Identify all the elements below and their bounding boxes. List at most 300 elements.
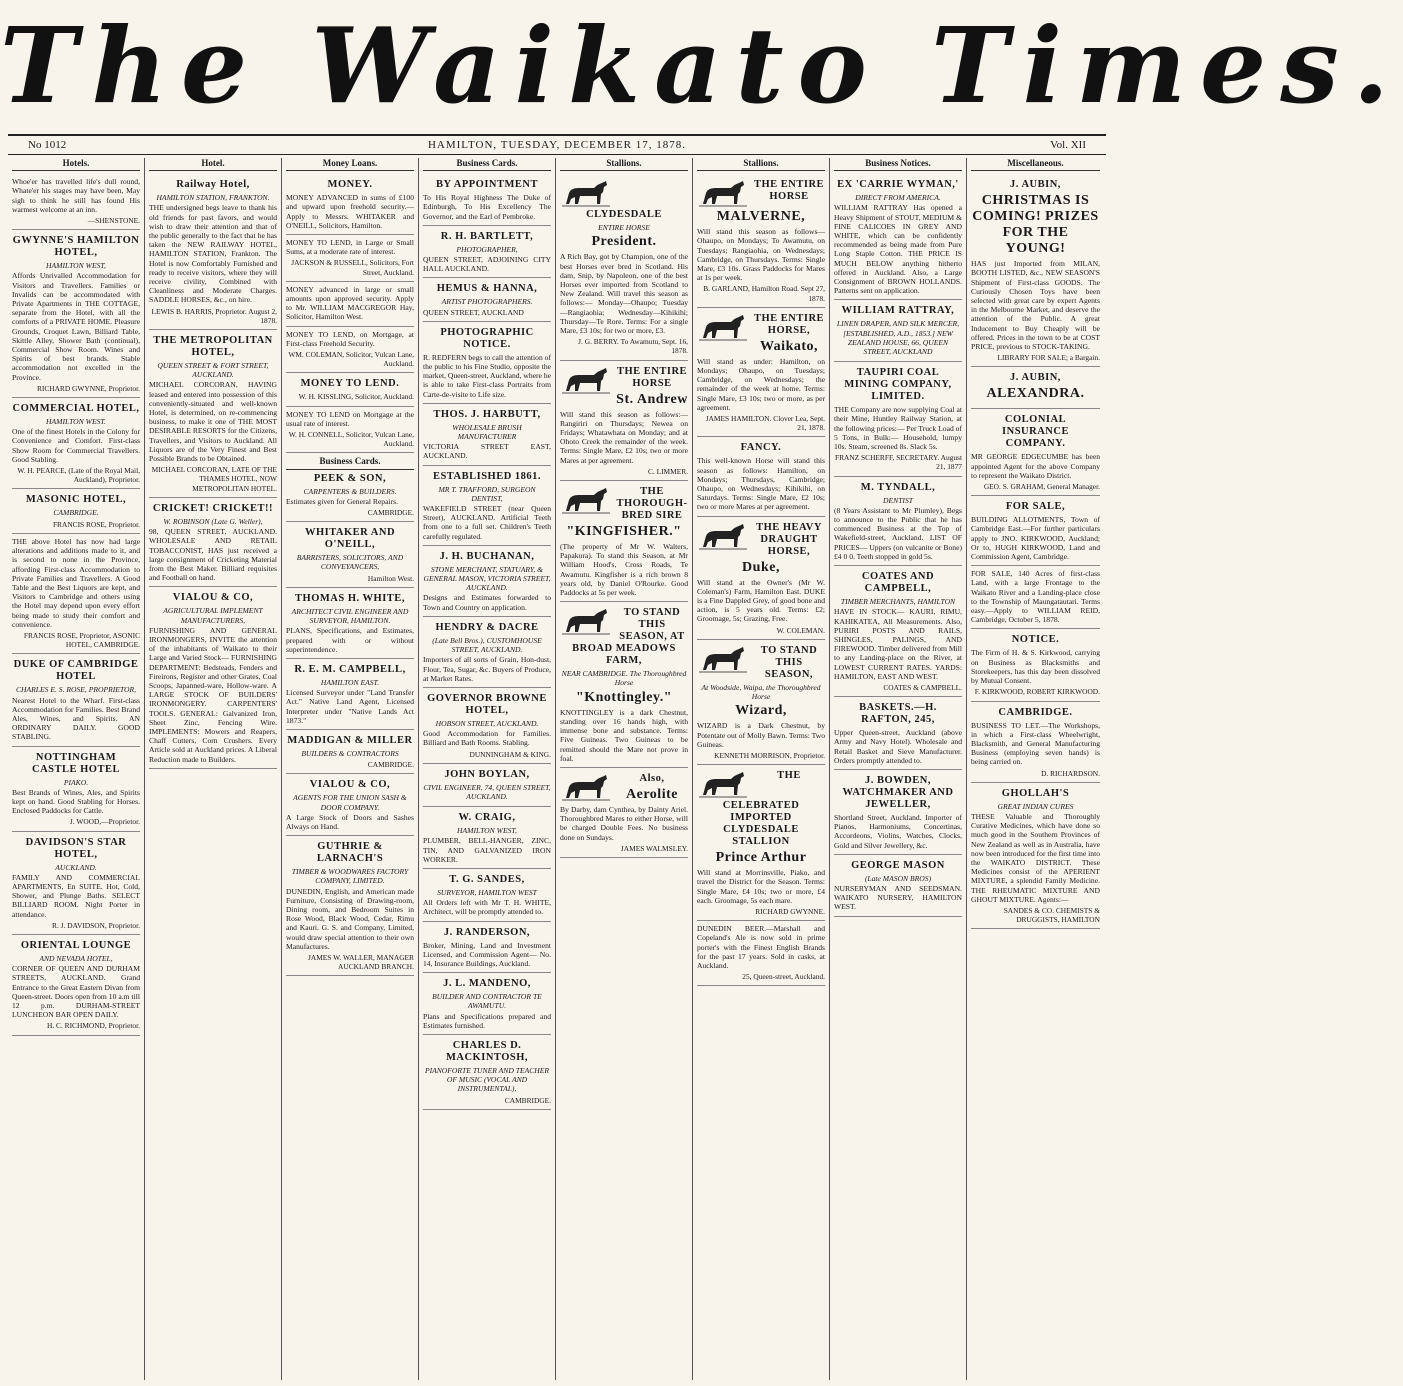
ad-title: PHOTOGRAPHIC NOTICE. xyxy=(440,326,534,350)
ad-signature: W. H. CONNELL, Solicitor, Vulcan Lane, Auckland. xyxy=(288,430,414,449)
ad-signature: B. GARLAND, Hamilton Road. Sept 27, 1878. xyxy=(703,284,825,303)
ad-signature: 25, Queen-street, Auckland. xyxy=(742,972,825,982)
advertisement xyxy=(834,362,962,476)
ad-body: This well-known Horse will stand this season as follows: Hamilton, on Mondays; Thursdays, Cambridge; Ohaupo, on Wednesdays; Kihikihi, on Saturdays. Terms: Single Mare, £2 10s; two or more Mares at per agreement. xyxy=(697,456,825,512)
ad-signature: J. G. BERRY. To Awamutu, Sept. 16, 1878. xyxy=(578,337,688,356)
ad-title: DAVIDSON'S STAR HOTEL, xyxy=(25,836,127,860)
advertisement xyxy=(971,496,1100,566)
columns-container xyxy=(8,158,1106,1380)
ad-title: GUTHRIE & LARNACH'S xyxy=(316,841,384,865)
ad-title: VIALOU & CO, xyxy=(172,592,254,604)
ad-body: To His Royal Highness The Duke of Edinburgh, To His Excellency The Governor, and the Earl of Pembroke. xyxy=(423,193,551,221)
ad-title: WILLIAM RATTRAY, xyxy=(841,305,955,317)
ad-body: All Orders left with Mr T. H. WHITE, Architect, will be promptly attended to. xyxy=(423,898,551,917)
column-3 xyxy=(282,158,419,1380)
ad-title: JOHN BOYLAN, xyxy=(444,768,530,780)
advertisement xyxy=(834,477,962,566)
advertisement xyxy=(423,226,551,279)
ad-title: Railway Hotel, xyxy=(176,179,250,191)
advertisement xyxy=(697,640,825,765)
ad-signature: FRANCIS ROSE, Proprietor. xyxy=(52,519,140,529)
advertisement xyxy=(834,855,962,917)
ad-title: HENDRY & DACRE xyxy=(435,621,539,633)
ad-title: MASONIC HOTEL, xyxy=(25,494,127,506)
ad-body: Shortland Street, Auckland. Importer of Pianos, Harmoniums, Concertinas, Accordeons, Violins, Watches, Clocks, Gold and Silver Jewellery, &c. xyxy=(834,812,962,850)
ad-subtitle: HAMILTON EAST. xyxy=(320,677,380,687)
ad-title: CHARLES D. MACKINTOSH, xyxy=(445,1039,529,1063)
ad-subtitle: HAMILTON WEST, xyxy=(457,826,517,836)
ad-title: COATES AND CAMPBELL, xyxy=(861,571,935,595)
advertisement xyxy=(697,765,825,921)
ad-title: GOVERNOR BROWNE HOTEL, xyxy=(427,692,547,716)
ad-subtitle: BUILDERS & CONTRACTORS xyxy=(301,748,399,758)
column-1 xyxy=(8,158,145,1380)
ad-feature-name: Waikato, xyxy=(759,338,819,354)
advertisement xyxy=(286,407,414,454)
ad-title: PEEK & SON, xyxy=(313,472,387,484)
advertisement xyxy=(423,404,551,466)
ad-subtitle: ARCHITECT CIVIL ENGINEER AND SURVEYOR, HAMILTON. xyxy=(291,606,409,626)
ad-body: KNOTTINGLEY is a dark Chestnut, standing over 16 hands high, with immense bone and substance. Terms: Five Guineas. Two Guineas to be remitted should the Mare not prove in foal. xyxy=(560,707,688,763)
horse-illustration-icon xyxy=(560,772,612,802)
ad-title: THE CELEBRATED IMPORTED CLYDESDALE STALLION xyxy=(722,770,801,848)
ad-subtitle: HAMILTON STATION, FRANKTON. xyxy=(156,193,270,203)
advertisement xyxy=(286,235,414,282)
horse-illustration-icon xyxy=(697,521,749,551)
ad-subtitle: PIANOFORTE TUNER AND TEACHER OF MUSIC (VOCAL AND INSTRUMENTAL), xyxy=(424,1065,550,1094)
ad-subtitle: AGENTS FOR THE UNION SASH & DOOR COMPANY. xyxy=(293,793,407,812)
ad-subtitle: PIAKO. xyxy=(63,777,89,787)
ad-title: MONEY TO LEND. xyxy=(300,378,400,390)
ad-signature: R. J. DAVIDSON, Proprietor. xyxy=(52,920,140,930)
ad-body: PLANS, Specifications, and Estimates, prepared with or without superintendence. xyxy=(286,626,414,654)
horse-illustration-icon xyxy=(560,606,612,636)
ad-body: Broker, Mining, Land and Investment Licensed, and Commission Agent— No. 14, Insurance Buildings, Auckland. xyxy=(423,940,551,968)
advertisement xyxy=(149,174,277,330)
ad-body: MONEY ADVANCED in sums of £100 and upward upon freehold security.—Apply to Messrs. WHITAKER and O'NEILL, Solicitors, Hamilton. xyxy=(286,193,414,230)
ad-body: R. REDFERN begs to call the attention of the public to his Fine Studio, opposite the market, Queen-street, Auckland, where he is able to take First-class Portraits from Carte-de-visite to Life size. xyxy=(423,352,551,399)
ad-subtitle: SURVEYOR, HAMILTON WEST xyxy=(437,887,537,897)
advertisement xyxy=(149,587,277,768)
advertisement xyxy=(697,174,825,308)
ad-feature-name: MALVERNE, xyxy=(716,209,806,225)
column-heading: Business Cards. xyxy=(423,158,551,171)
ad-body: VICTORIA STREET EAST, AUCKLAND. xyxy=(423,442,551,461)
ad-signature: COATES & CAMPBELL. xyxy=(883,682,962,692)
ad-signature: KENNETH MORRISON, Proprietor. xyxy=(714,750,825,760)
ad-title: FOR SALE, xyxy=(1005,501,1066,513)
ad-subtitle: AND NEVADA HOTEL, xyxy=(39,953,113,963)
ad-body: Will stand at the Owner's (Mr W. Coleman's) Farm, Hamilton East. DUKE is a Fine Dappled Grey, of good bone and action, is 5 years old. Terms: £2; Groomage, 5s; Grazing, Free. xyxy=(697,577,825,624)
horse-illustration-icon xyxy=(697,769,749,799)
ad-title: BY APPOINTMENT xyxy=(436,179,538,191)
ad-body: MICHAEL CORCORAN, HAVING leased and entered into possession of this conveniently-situated and well-known Hotel, is determined, on re-commencing business, to make it one of THE MOST DESIRABLE RESORTS for the Citizens, Travellers, and Visitors to Auckland. All Liquors are of the Very Finest and Best Possible Brands to be Obtained. xyxy=(149,380,277,464)
ad-signature: WM. COLEMAN, Solicitor, Vulcan Lane, Auckland. xyxy=(288,350,414,369)
ad-title: BASKETS.—H. RAFTON, 245, xyxy=(859,702,937,726)
advertisement xyxy=(12,489,140,533)
advertisement xyxy=(971,783,1100,930)
ad-signature: W. COLEMAN. xyxy=(776,625,825,635)
ad-signature: CAMBRIDGE. xyxy=(367,760,414,770)
ad-title: FANCY. xyxy=(740,442,782,454)
ad-body: Good Accommodation for Families. Billiard and Bath Rooms. Stabling. xyxy=(423,729,551,748)
ad-subtitle: GREAT INDIAN CURES xyxy=(997,801,1074,811)
ad-feature-name: Aerolite xyxy=(626,786,678,802)
ad-feature-name: President. xyxy=(591,234,657,250)
advertisement xyxy=(834,770,962,855)
ad-title: COMMERCIAL HOTEL, xyxy=(12,403,140,415)
ad-body: Will stand this season as follows:— Rangiriri on Thursdays; Newea on Fridays; Whatawhata on Monday; and at Ohoto Creek the remainder of the week. Terms: Single Mare, £2 10s; two or more Mares at per agreement. xyxy=(560,409,688,465)
ad-body: Importers of all sorts of Grain, Hon-dust, Flour, Tea, Sugar, &c. Buyers of Produce, at Market Rates. xyxy=(423,655,551,683)
ad-body: Will stand this season as follows— Ohaupo, on Mondays; To Awamutu, on Tuesdays; Rangiaohia, on Wednesdays; Cambridge, on Thursdays. Terms: Single Mare, £3 10s. Grass Paddocks for Mares at 1s per week. xyxy=(697,227,825,283)
advertisement xyxy=(971,566,1100,629)
ad-body: By Darby, dam Cynthea, by Dainty Ariel. Thoroughbred Mares to either Horse, will be charged Double Fees. No business done on Sundays. xyxy=(560,804,688,842)
ad-body: THESE Valuable and Thoroughly Curative Medicines, which have done so much good in the Southern Provinces of New Zealand as well as in Australia, have now been introduced for the first time into the WAIKATO DISTRICT. These Medicines consist of the APERIENT MIXTURE, a splendid Family Medicine. THE RHEUMATIC MIXTURE AND GHOUT MIXTURE. Agents:— xyxy=(971,811,1100,904)
ad-title: J. L. MANDENO, xyxy=(443,978,531,990)
ad-body: BUILDING ALLOTMENTS, Town of Cambridge East.—For further particulars apply to JNO. KIRKWOOD, Auckland; Or to, HUGH KIRKWOOD, Land and Commission Agent, Cambridge. xyxy=(971,515,1100,562)
advertisement xyxy=(834,174,962,300)
ad-body: HAS just Imported from MILAN, BOOTH LISTED, &c., NEW SEASON'S Shipment of First-class GOODS. The Curiously Chosen Toys have been selected with great care by expert Agents in the Melbourne Market, and deserve the attention of the Public. A great Inducement to Buy Cheaply will be offered. Prices in the town to be at COST PRICE, previous to STOCK-TAKING. xyxy=(971,259,1100,352)
ad-body: THE Company are now supplying Coal at their Mine, Huntley Railway Station, at the following prices:— Per Truck Load of 5 Tons, in Bulk:— Household, lumpy 10s. Steam, screened 8s. Slack 5s. xyxy=(834,405,962,452)
advertisement xyxy=(423,174,551,226)
ad-subtitle: AGRICULTURAL IMPLEMENT MANUFACTURERS, xyxy=(163,606,263,625)
ad-body: Will stand as under: Hamilton, on Mondays; Ohaupo, on Tuesdays; Cambridge, on Wednesdays; the remainder of the week at home. Terms: Single Mare, £3 10s; two or more, as per agreement. xyxy=(697,356,825,412)
column-8 xyxy=(967,158,1104,1380)
ad-title: VIALOU & CO, xyxy=(309,779,391,791)
advertisement xyxy=(834,566,962,697)
ad-title: Also, xyxy=(639,772,665,784)
ad-signature: JACKSON & RUSSELL, Solicitors, Fort Street, Auckland. xyxy=(291,258,414,277)
ad-subtitle: TIMBER MERCHANTS, HAMILTON xyxy=(840,597,956,607)
ad-body: QUEEN STREET, AUCKLAND xyxy=(423,307,524,317)
ad-signature: GEO. S. GRAHAM, General Manager. xyxy=(983,482,1100,492)
ad-signature: W. H. KISSLING, Solicitor, Auckland. xyxy=(298,392,414,402)
ad-subtitle: STONE MERCHANT, STATUARY, & GENERAL MASON, VICTORIA STREET, AUCKLAND. xyxy=(423,564,551,593)
ad-title: THE ENTIRE HORSE xyxy=(753,179,825,203)
ad-title: CAMBRIDGE. xyxy=(998,706,1073,718)
ad-subtitle: DENTIST xyxy=(883,495,913,505)
ad-subtitle: At Woodside, Waipa, the Thoroughbred Horse xyxy=(701,682,821,702)
ad-body: Upper Queen-street, Auckland (above Army and Navy Hotel). Wholesale and Retail Basket and Sieve Manufacturer. Orders promptly attended to. xyxy=(834,728,962,765)
ad-signature: LIBRARY FOR SALE; a Bargain. xyxy=(997,353,1100,363)
ad-body: Licensed Surveyor under "Land Transfer Act." Native Land Agent, Licensed Interpreter under "Native Lands Act 1873." xyxy=(286,688,414,725)
ad-title: THE METROPOLITAN HOTEL, xyxy=(153,335,273,359)
ad-title: J. H. BUCHANAN, xyxy=(439,550,535,562)
ad-subtitle: ARTIST PHOTOGRAPHERS. xyxy=(441,297,533,307)
ad-title: MONEY. xyxy=(327,179,373,191)
horse-illustration-icon xyxy=(560,365,612,395)
ad-signature: H. C. RICHMOND, Proprietor. xyxy=(47,1021,140,1031)
horse-illustration-icon xyxy=(697,178,749,208)
ad-title: GWYNNE'S HAMILTON HOTEL, xyxy=(12,235,140,259)
ad-body: DUNEDIN, English, and American made Furniture, Consisting of Drawing-room, Dining room, and Bedroom Suites in Rose Wood, Black Wood, Cedar, Rimu and Kauri. G. S. and Company, Limited, would draw special attention to their own Manufactures. xyxy=(286,886,414,951)
advertisement xyxy=(286,774,414,836)
ad-subtitle: W. ROBINSON (Late G. Weller), xyxy=(163,516,263,526)
section-heading: Business Cards. xyxy=(286,456,414,469)
ad-signature: J. WOOD,—Proprietor. xyxy=(69,817,140,827)
ad-signature: RICHARD GWYNNE. xyxy=(755,906,825,916)
ad-signature: DUNNINGHAM & KING. xyxy=(469,749,551,759)
ad-signature: RICHARD GWYNNE, Proprietor. xyxy=(36,383,140,393)
ad-title: THE HEAVY DRAUGHT HORSE, xyxy=(756,521,822,557)
ad-signature: —SHENSTONE. xyxy=(87,216,140,226)
advertisement xyxy=(423,322,551,404)
ad-subtitle: LINEN DRAPER, AND SILK MERCER, [ESTABLISHED, A.D., 1853.] NEW ZEALAND HOUSE, 66, QUEEN STREET, AUCKLAND xyxy=(836,319,960,357)
ad-title: T. G. SANDES, xyxy=(449,873,525,885)
advertisement xyxy=(286,659,414,730)
column-6 xyxy=(693,158,830,1380)
column-heading: Hotel. xyxy=(149,158,277,171)
ad-signature: JAMES W. WALLER, MANAGER AUCKLAND BRANCH. xyxy=(307,952,414,972)
ad-body: MONEY TO LEND, in Large or Small Sums, at a moderate rate of interest. xyxy=(286,238,414,257)
ad-signature: JAMES HAMILTON. Clover Lea, Sept. 21, 1878. xyxy=(705,414,825,433)
advertisement xyxy=(560,481,688,602)
ad-subtitle: DIRECT FROM AMERICA. xyxy=(855,193,941,203)
ad-title: M. TYNDALL, xyxy=(860,481,936,493)
ad-title: TO STAND THIS SEASON, AT BROAD MEADOWS FARM, xyxy=(572,607,685,667)
ad-subtitle: NEAR CAMBRIDGE. The Thoroughbred Horse xyxy=(561,669,687,688)
advertisement xyxy=(12,832,140,935)
ad-body: The Firm of H. & S. Kirkwood, carrying on Business as Blacksmiths and Storekeepers, has this day been dissolved by Mutual Consent. xyxy=(971,648,1100,686)
advertisement xyxy=(697,517,825,640)
advertisement xyxy=(12,398,140,489)
masthead xyxy=(0,0,1403,132)
advertisement xyxy=(149,330,277,498)
ad-body: MONEY TO LEND, on Mortgage, at First-class Freehold Security. xyxy=(286,329,414,348)
ad-title: THE ENTIRE HORSE, xyxy=(753,312,825,336)
ad-body: FAMILY AND COMMERCIAL APARTMENTS, En SUITE. Hot, Cold, Shower, and Plunge Baths. SELECT BILLIARD ROOM. Night Porter in attendance. xyxy=(12,872,140,919)
ad-feature-name: CHRISTMAS IS COMING! PRIZES FOR THE YOUNG! xyxy=(972,193,1099,257)
advertisement xyxy=(423,688,551,764)
ad-body: QUEEN STREET, ADJOINING CITY HALL AUCKLAND. xyxy=(423,255,551,274)
column-4 xyxy=(419,158,556,1380)
advertisement xyxy=(560,174,688,360)
ad-body: WIZARD is a Dark Chestnut, by Potentate out of Molly Bawn. Terms: Two Guineas. xyxy=(697,721,825,749)
column-7 xyxy=(830,158,967,1380)
ad-body: PLUMBER, BELL-HANGER, ZINC, TIN, AND GALVANIZED IRON WORKER. xyxy=(423,836,551,864)
column-5 xyxy=(556,158,693,1380)
ad-title: CLYDESDALE xyxy=(586,209,662,221)
advertisement xyxy=(423,922,551,974)
ad-body: (The property of Mr W. Walters, Papakura). To stand this Season, at Mr William Hood's, Cross Roads, Te Awamutu. Kingfisher is a rich brown 8 years old, by Daniel O'Rourke. Good Paddocks at 5s per week. xyxy=(560,542,688,598)
ad-body: Plans and Specifications prepared and Estimates furnished. xyxy=(423,1011,551,1030)
ad-title: CRICKET! CRICKET!! xyxy=(152,502,274,514)
horse-illustration-icon xyxy=(560,485,612,515)
ad-body: HAVE IN STOCK— KAURI, RIMU, KAHIKATEA, All Measurements. Also, PURIRI POSTS AND RAILS, SHINGLES, PALINGS, AND FIREWOOD. Timber delivered from Mill to any Landing-place on the River, at LOWEST CURRENT RATES. YARDS: HAMILTON, EAST AND WEST. xyxy=(834,607,962,681)
ad-signature: MICHAEL CORCORAN, LATE OF THE THAMES HOTEL, NOW METROPOLITAN HOTEL. xyxy=(151,465,277,493)
ad-signature: D. RICHARDSON. xyxy=(1041,768,1100,778)
ad-subtitle: BUILDER AND CONTRACTOR TE AWAMUTU. xyxy=(432,992,542,1011)
ad-title: GHOLLAH'S xyxy=(1001,787,1070,799)
ad-body: A Large Stock of Doors and Sashes Always on Hand. xyxy=(286,812,414,831)
advertisement xyxy=(423,973,551,1035)
ad-body: NURSERYMAN AND SEEDSMAN. WAIKATO NURSERY, HAMILTON WEST. xyxy=(834,883,962,912)
ad-title: NOTTINGHAM CASTLE HOTEL xyxy=(32,751,120,775)
advertisement xyxy=(971,367,1100,409)
advertisement xyxy=(560,768,688,858)
advertisement xyxy=(286,453,414,522)
ad-signature: FRANCIS ROSE, Proprietor, ASONIC HOTEL, CAMBRIDGE. xyxy=(23,630,140,650)
ad-subtitle: BARRISTERS, SOLICITORS, AND CONVEYANCERS, xyxy=(296,553,404,572)
ad-body: Whoe'er has travelled life's dull round, Whate'er his stages may have been, May sigh to think he still has found His warmest welcome at an inn. xyxy=(12,177,140,214)
ad-body: THE undersigned begs leave to thank his old friends for past favors, and would wish to draw their attention and that of the public generally to the fact that he has taken the NEW RAILWAY HOTEL, HAMILTON STATION, Frankton. The Hotel is now Comfortably Furnished and ready to receive visitors, where they will receive civility, Combined with Cleanliness and Moderate Charges. SADDLE HORSES, &c., on hire. xyxy=(149,203,277,305)
advertisement xyxy=(560,602,688,768)
ad-body: CORNER OF QUEEN AND DURHAM STREETS, AUCKLAND. Grand Entrance to the Great Eastern Divan from Queen-street. Doors open from 10 a.m till 12 p.m. DURHAM-STREET LUNCHEON BAR OPEN DAILY. xyxy=(12,964,140,1020)
advertisement xyxy=(971,629,1100,701)
ad-title: HEMUS & HANNA, xyxy=(436,283,538,295)
ad-subtitle: CIVIL ENGINEER, 74, QUEEN STREET, AUCKLAND. xyxy=(423,782,551,801)
ad-subtitle: ENTIRE HORSE xyxy=(598,223,650,233)
ad-body: (8 Years Assistant to Mr Plumley), Begs to announce to the Public that he has commenced Business at the Top of Wakefield-street, Auckland. LIST OF PRICES— Uppers (on vulcanite or Bone) £4 0 0. Teeth stopped in gold 5s. xyxy=(834,505,962,561)
advertisement xyxy=(423,546,551,617)
horse-illustration-icon xyxy=(697,644,749,674)
ad-body: DUNEDIN BEER.—Marshall and Copeland's Ale is now sold in prime porter's with the Finest English Brands for the past 17 years. Sold in casks, at Auckland. xyxy=(697,924,825,970)
ad-body: Will stand at Morrinsville, Piako, and travel the District for the Season. Terms: Single Mare, £4 10s; two or more, £4 each. Groomage, 5s each mare. xyxy=(697,868,825,905)
ad-title: COLONIAL INSURANCE COMPANY. xyxy=(1002,414,1069,450)
ad-title: MADDIGAN & MILLER xyxy=(287,734,413,746)
advertisement xyxy=(286,174,414,235)
advertisement xyxy=(423,1035,551,1110)
advertisement xyxy=(971,702,1100,783)
advertisement xyxy=(286,327,414,374)
column-heading: Money Loans. xyxy=(286,158,414,171)
ad-title: THOMAS H. WHITE, xyxy=(295,592,405,604)
ad-body: MONEY TO LEND on Mortgage at the usual rate of interest. xyxy=(286,409,414,428)
ad-title: J. AUBIN, xyxy=(1010,372,1061,384)
ad-feature-name: Prince Arthur xyxy=(715,850,807,866)
advertisement xyxy=(423,278,551,321)
ad-subtitle: TIMBER & WOODWARES FACTORY COMPANY, LIMITED. xyxy=(291,867,409,886)
ad-body: Best Brands of Wines, Ales, and Spirits kept on hand. Good Stabling for Horses. Enclosed Paddocks for Cattle. xyxy=(12,787,140,816)
ad-title: TO STAND THIS SEASON, xyxy=(760,644,818,680)
ad-title: DUKE OF CAMBRIDGE HOTEL xyxy=(13,659,139,683)
advertisement xyxy=(423,617,551,688)
advertisement xyxy=(697,921,825,986)
advertisement xyxy=(560,361,688,481)
advertisement xyxy=(423,466,551,546)
ad-title: THOS. J. HARBUTT, xyxy=(433,408,541,420)
ad-body: WILLIAM RATTRAY Has opened a Heavy Shipment of STOUT, MEDIUM & FINE CALICOES IN GREY AND WHITE, which can be confidently recommended as being made from Pure Long Staple Cotton. THE PRICE IS MUCH BELOW anything hitherto offered in Auckland. Also, a Large Consignment of BROWN HOLLANDS. Patterns sent on application. xyxy=(834,203,962,296)
ad-body: 98, QUEEN STREET, AUCKLAND. WHOLESALE AND RETAIL TOBACCONIST, HAS just received a large consignment of Cricketing Material from the Best Maker. Billiard requisites and Football on hand. xyxy=(149,527,277,583)
ad-title: R. H. BARTLETT, xyxy=(440,230,534,242)
ad-subtitle: AUCKLAND. xyxy=(55,862,97,872)
ad-title: WHITAKER AND O'NEILL, xyxy=(304,527,396,551)
ad-body: MR GEORGE EDGECUMBE has been appointed Agent for the above Company to represent the Waikato District. xyxy=(971,452,1100,480)
column-heading: Stallions. xyxy=(697,158,825,171)
ad-feature-name: "KINGFISHER." xyxy=(566,524,682,540)
ad-body: THE above Hotel has now had large alterations and additions made to it, and is second to none in the Province, affording First-class Accommodation to Private Families and Travellers. A Good Table and the Best Liquors are kept, and Visitors to Cambridge and others using the Hotel may depend upon every effort being made to study their comfort and convenience. xyxy=(12,536,140,629)
advertisement xyxy=(286,730,414,774)
advertisement xyxy=(971,409,1100,496)
ad-subtitle: HAMILTON WEST, xyxy=(46,261,106,271)
advertisement xyxy=(971,174,1100,367)
ad-signature: F. KIRKWOOD, ROBERT KIRKWOOD. xyxy=(974,687,1100,697)
advertisement xyxy=(697,437,825,516)
ad-signature: FRANZ SCHERFF, SECRETARY. August 21, 1877 xyxy=(834,453,962,472)
ad-title: TAUPIRI COAL MINING COMPANY, LIMITED. xyxy=(844,367,952,403)
ad-body: Affords Unrivalled Accommodation for Visitors and Travellers. Families or Invalids can be accommodated with Private Apartments in THE COTTAGE, separate from the Hotel, with all the comforts of a PRIVATE HOME. Pleasure Grounds, Croquet Lawn, Billiard Table, Skittle Alley, Shower Bath (continual), Commercial Show Room. Wines and Spirits of best brands. Stable accommodation not excelled in the Province. xyxy=(12,271,140,382)
ad-subtitle: MR T. TRAFFORD, SURGEON DENTIST, xyxy=(438,484,536,503)
advertisement xyxy=(286,373,414,406)
advertisement xyxy=(12,174,140,230)
ad-title: ESTABLISHED 1861. xyxy=(432,470,542,482)
ad-signature: C. LIMMER. xyxy=(647,466,688,476)
masthead-title: The Waikato Times. xyxy=(0,4,1403,127)
advertisement xyxy=(286,522,414,588)
column-heading: Business Notices. xyxy=(834,158,962,171)
column-heading: Stallions. xyxy=(560,158,688,171)
advertisement xyxy=(834,300,962,362)
ad-title: EX 'CARRIE WYMAN,' xyxy=(837,179,959,191)
ad-title: J. BOWDEN, WATCHMAKER AND JEWELLER, xyxy=(842,774,954,810)
ad-signature: CAMBRIDGE. xyxy=(504,1095,551,1105)
ad-signature: LEWIS B. HARRIS, Proprietor. August 2, 1878. xyxy=(151,306,277,325)
column-heading: Hotels. xyxy=(12,158,140,171)
ad-subtitle: CAMBRIDGE. xyxy=(53,508,99,518)
advertisement xyxy=(423,764,551,807)
ad-signature: W. H. PEARCE, (Late of the Royal Mail, Auckland), Proprietor. xyxy=(17,466,140,485)
ad-subtitle: CARPENTERS & BUILDERS. xyxy=(303,486,397,496)
ad-title: NOTICE. xyxy=(1011,634,1060,646)
advertisement xyxy=(12,230,140,398)
ad-title: R. E. M. CAMPBELL, xyxy=(294,663,406,675)
ad-subtitle: CHARLES E. S. ROSE, PROPRIETOR, xyxy=(15,685,137,695)
ad-subtitle: HOBSON STREET, AUCKLAND. xyxy=(435,718,539,728)
ad-subtitle: QUEEN STREET & FORT STREET, AUCKLAND. xyxy=(157,361,269,380)
ad-body: FOR SALE, 140 Acres of first-class Land, with a large Frontage to the Waikato River and a Landing-place close to the Township of Maungatautari. Terms easy.—Apply to WILLIAM REID, Cambridge, October 5, 1878. xyxy=(971,569,1100,625)
column-heading: Miscellaneous. xyxy=(971,158,1100,171)
dateline xyxy=(8,134,1106,155)
place-date: HAMILTON, TUESDAY, DECEMBER 17, 1878. xyxy=(427,139,687,151)
ad-signature: JAMES WALMSLEY. xyxy=(620,843,688,853)
ad-title: GEORGE MASON xyxy=(851,859,945,871)
ad-subtitle: (Late Bell Bros.), CUSTOMHOUSE STREET, AUCKLAND. xyxy=(432,635,542,655)
horse-illustration-icon xyxy=(560,178,612,208)
ad-title: THE ENTIRE HORSE xyxy=(616,365,688,389)
advertisement xyxy=(423,869,551,922)
ad-body: Estimates given for General Repairs. xyxy=(286,496,398,506)
ad-feature-name: St. Andrew xyxy=(616,391,688,407)
ad-subtitle: PHOTOGRAPHER, xyxy=(456,244,518,254)
ad-body: WAKEFIELD STREET (near Queen Street), AUCKLAND. Artificial Teeth from one to a full set. Children's Teeth carefully regulated. xyxy=(423,504,551,541)
advertisement xyxy=(697,308,825,438)
ad-feature-name: Wizard, xyxy=(735,703,787,719)
ad-title: J. AUBIN, xyxy=(1010,179,1061,191)
column-2 xyxy=(145,158,282,1380)
advertisement xyxy=(286,588,414,659)
ad-title: ORIENTAL LOUNGE xyxy=(20,939,132,951)
ad-body: FURNISHING AND GENERAL IRONMONGERS, INVITE the attention of the inhabitants of Waikato to their Large and Varied Stock— FURNISHING DEPARTMENT: Bedsteads, Fenders and Fireirons, Register and other Grates, Coal Scoops, Japanned-ware, Hollow-ware. A LARGE STOCK OF BUILDERS' IRONMONGERY. CARPENTERS' TOOLS. GENERAL: Galvanized Iron, Sheet Zinc, Fencing Wire. IMPLEMENTS: Mowers and Reapers, Chaff Cutters, Corn Crushers. Every Article sold at Auckland prices. A Liberal Reduction made to Builders. xyxy=(149,625,277,764)
advertisement xyxy=(286,282,414,327)
ad-body: Nearest Hotel to the Wharf. First-class Accommodation for Families. Best Brand Ales, Wines, and Spirits. AN ORDINARY DAILY. GOOD STABLING. xyxy=(12,695,140,742)
issue-number: No 1012 xyxy=(28,139,67,151)
ad-body: One of the finest Hotels in the Colony for Convenience and Comfort. First-class Show Room for Commercial Travellers. Good Stabling. xyxy=(12,427,140,464)
ad-body: Designs and Estimates forwarded to Town and Country on application. xyxy=(423,593,551,612)
volume-number: Vol. XII xyxy=(1050,139,1086,151)
horse-illustration-icon xyxy=(697,312,749,342)
advertisement xyxy=(12,935,140,1036)
ad-signature: Hamilton West. xyxy=(367,573,414,583)
ad-feature-name: ALEXANDRA. xyxy=(986,386,1085,402)
ad-title: J. RANDERSON, xyxy=(443,926,531,938)
ad-body: A Rich Bay, got by Champion, one of the best Horses ever bred in Scotland. His dam, Snip, by Napoleon, one of the best Horses ever imported from Scotland to New Zealand. Will travel this season as follows:— Monday—Ohaupo; Tuesday—Rangiaohia; Wednesday—Kihikihi; Thursday—Te Rore. Terms: For a single Mare, £3 10s; for two or more, £3. xyxy=(560,252,688,336)
ad-subtitle: WHOLESALE BRUSH MANUFACTURER xyxy=(452,422,522,442)
ad-signature: CAMBRIDGE. xyxy=(367,508,414,518)
ad-signature: SANDES & CO. CHEMISTS & DRUGGISTS, HAMILTON xyxy=(1003,905,1100,925)
advertisement xyxy=(286,836,414,976)
advertisement xyxy=(12,747,140,832)
advertisement xyxy=(149,498,277,587)
